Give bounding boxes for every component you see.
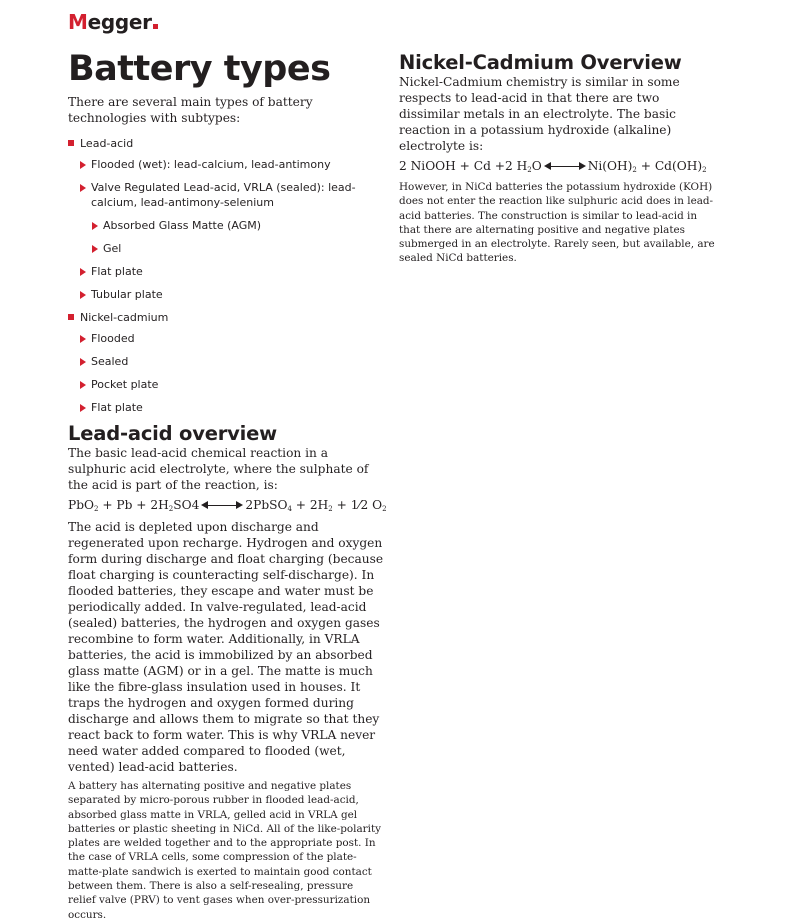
nicd-intro: Nickel-Cadmium chemistry is similar in some respects to lead-acid in that there are two dissimilar metals in an electrolyte. The basic reaction in a potassium hydroxide (alkaline) electrolyte is: xyxy=(399,75,680,153)
lead-acid-plates-text: A battery has alternating positive and negative plates separated by micro-porous rubber in flooded lead-acid, absorbed glass matte in VRLA, gelled acid in VRLA gel batteries or plastic sheeting in NiCd. All of the like-polarity plates are welded together and to the appropriate post. In the case of VRLA cells, some compression of the plate-matte-plate sandwich is exerted to maintain good contact between them. There is also a self-resealing, pressure relief valve (PRV) to vent gases when over-pressurization occurs. xyxy=(68,780,382,921)
lead-acid-intro: The basic lead-acid chemical reaction in a sulphuric acid electrolyte, where the sulphate of the acid is part of the reaction, is: xyxy=(68,446,369,492)
page-title: Battery types xyxy=(68,49,331,89)
list-item: Sealed xyxy=(68,354,384,369)
list-item: Flat plate xyxy=(68,264,384,279)
megger-logo: Megger xyxy=(68,10,158,34)
list-item: Flooded (wet): lead-calcium, lead-antimony xyxy=(68,157,384,172)
nicd-heading: Nickel-Cadmium Overview xyxy=(399,51,682,74)
lead-acid-heading: Lead-acid overview xyxy=(68,422,277,445)
list-item: Flooded xyxy=(68,331,384,346)
list-item: Tubular plate xyxy=(68,287,384,302)
right-column xyxy=(399,52,717,266)
battery-types-list xyxy=(68,136,384,415)
intro-text: There are several main types of battery technologies with subtypes: xyxy=(68,95,313,125)
list-item: Valve Regulated Lead-acid, VRLA (sealed): lead-calcium, lead-antimony-selenium xyxy=(68,180,384,210)
double-arrow-icon xyxy=(201,501,243,511)
list-item: Pocket plate xyxy=(68,377,384,392)
list-item: Nickel-cadmium xyxy=(68,310,384,325)
double-arrow-icon xyxy=(544,162,586,172)
lead-acid-body: The acid is depleted upon discharge and regenerated upon recharge. Hydrogen and oxygen form during discharge and float charging (because float charging is counteracting self-discharge). In flooded batteries, they escape and water must be periodically added. In valve-regulated, lead-acid (sealed) batteries, the hydrogen and oxygen gases recombine to form water. Additionally, in VRLA batteries, the acid is immobilized by an absorbed glass matte (AGM) or in a gel. The matte is much like the fibre-glass insulation used in houses. It traps the hydrogen and oxygen formed during discharge and allows them to migrate so that they react back to form water. This is why VRLA never need water added compared to flooded (wet, vented) lead-acid batteries. xyxy=(68,520,384,774)
list-item: Lead-acid xyxy=(68,136,384,151)
nicd-equation: 2 NiOOH + Cd +2 $H_2O$ $Ni(OH)_2 + Cd(OH)_2$ xyxy=(399,159,707,174)
list-item: Absorbed Glass Matte (AGM) xyxy=(68,218,384,233)
list-item: Flat plate xyxy=(68,400,384,415)
list-item: Gel xyxy=(68,241,384,256)
left-column xyxy=(68,49,387,922)
lead-acid-equation: $PbO_2 + Pb + 2H_2SO4$ 2PbSO$_4$ + $2H_2$ + 1⁄2 $O_2$ xyxy=(68,498,387,513)
nicd-body: However, in NiCd batteries the potassium hydroxide (KOH) does not enter the reaction like sulphuric acid does in lead-acid batteries. The construction is similar to lead-acid in that there are alternating positive and negative plates submerged in an electrolyte. Rarely seen, but available, are sealed NiCd batteries. xyxy=(399,181,715,265)
